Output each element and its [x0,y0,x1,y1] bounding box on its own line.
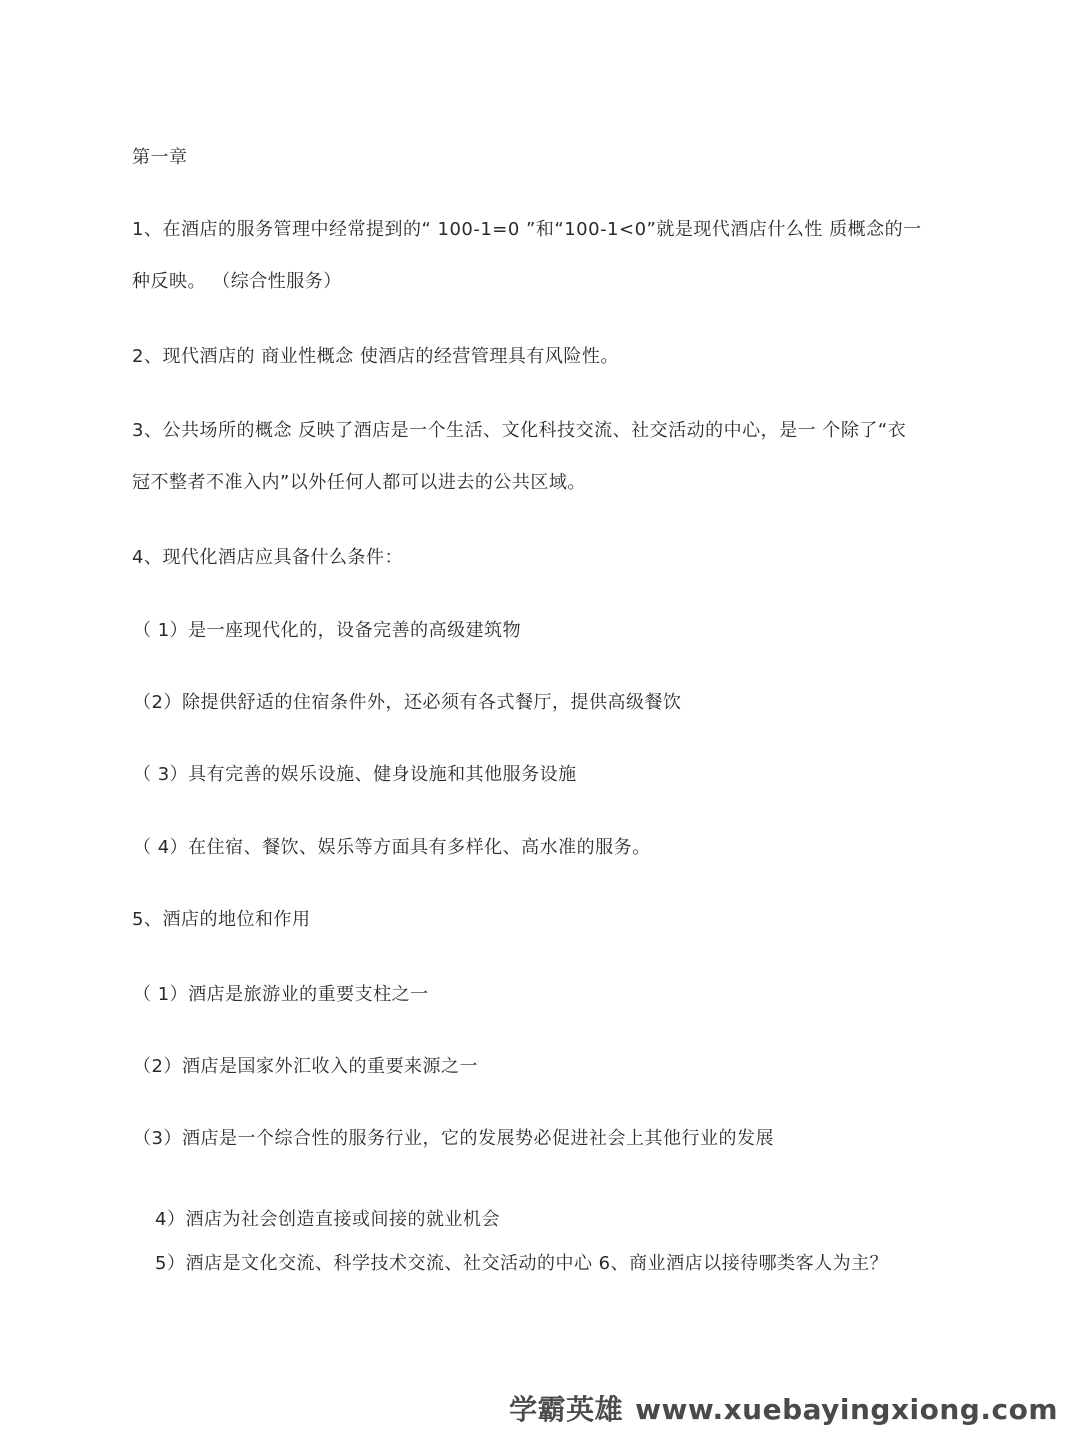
question-3-line-2: 冠不整者不准入内”以外任何人都可以进去的公共区域。 [132,472,586,493]
question-1-line-1: 1、在酒店的服务管理中经常提到的“ 100-1=0 ”和“100-1<0”就是现代酒店什么性 质概念的一 [132,219,922,240]
question-4-item-1: （ 1）是一座现代化的，设备完善的高级建筑物 [133,620,522,641]
question-4-item-4: （ 4）在住宿、餐饮、娱乐等方面具有多样化、高水准的服务。 [133,837,651,858]
watermark-url: www.xuebayingxiong.com [635,1393,1058,1426]
chapter-title: 第一章 [132,147,188,168]
question-4-title: 4、现代化酒店应具备什么条件： [132,547,403,568]
watermark-brand: 学霸英雄 [509,1393,624,1426]
watermark [509,1392,1058,1428]
question-4-item-2: （2）除提供舒适的住宿条件外，还必须有各式餐厅，提供高级餐饮 [133,692,682,713]
question-5-item-2: （2）酒店是国家外汇收入的重要来源之一 [133,1056,478,1077]
question-5-item-5: 5）酒店是文化交流、科学技术交流、社交活动的中心 6、商业酒店以接待哪类客人为主？ [155,1253,889,1274]
question-5-title: 5、酒店的地位和作用 [132,909,311,930]
question-3-line-1: 3、公共场所的概念 反映了酒店是一个生活、文化科技交流、社交活动的中心，是一 个除了“衣 [132,420,907,441]
question-5-item-4: 4）酒店为社会创造直接或间接的就业机会 [155,1209,500,1230]
question-1-line-2: 种反映。 （综合性服务） [132,271,342,292]
question-5-item-3: （3）酒店是一个综合性的服务行业，它的发展势必促进社会上其他行业的发展 [133,1128,774,1149]
question-4-item-3: （ 3）具有完善的娱乐设施、健身设施和其他服务设施 [133,764,577,785]
question-2: 2、现代酒店的 商业性概念 使酒店的经营管理具有风险性。 [132,346,619,367]
question-5-item-1: （ 1）酒店是旅游业的重要支柱之一 [133,984,429,1005]
